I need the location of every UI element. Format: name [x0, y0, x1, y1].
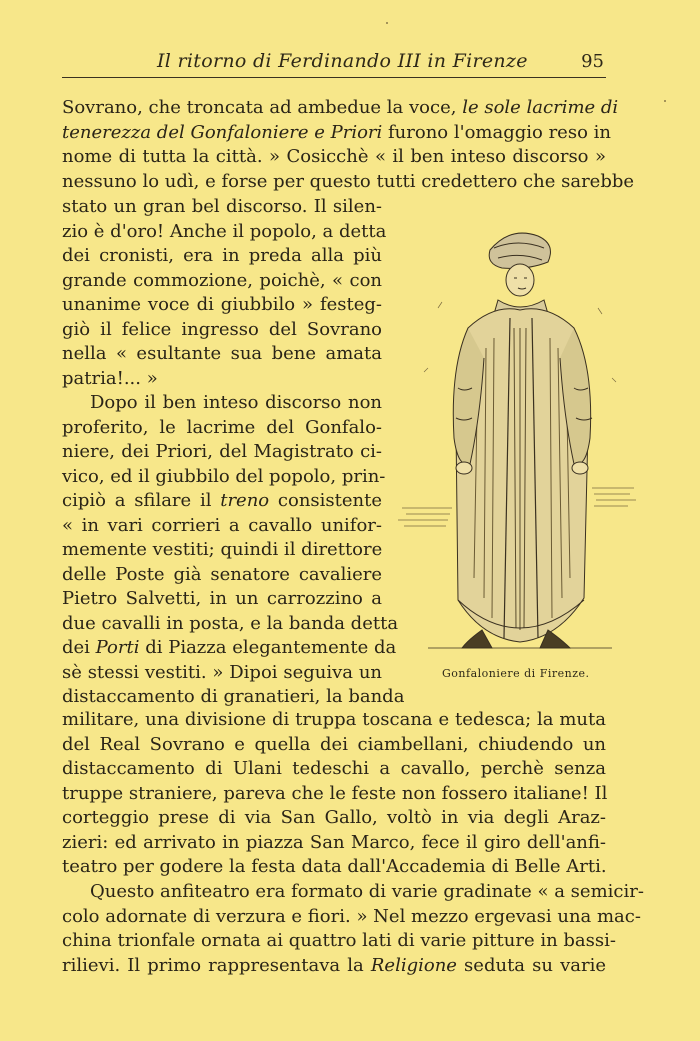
page-number: 95 — [581, 51, 604, 72]
gonfaloniere-engraving-icon — [398, 218, 638, 658]
paragraph-4 — [62, 880, 644, 978]
speck — [664, 100, 666, 102]
page-header — [62, 48, 606, 78]
text-line: distaccamento di Ulani tedeschi a cavallo, perchè senza — [62, 758, 606, 779]
speck — [386, 22, 388, 24]
text-line: « in vari corrieri a cavallo unifor- — [62, 514, 382, 536]
text-line: nessuno lo udì, e forse per questo tutti credettero che sarebbe — [62, 170, 635, 192]
text-line: Questo anfiteatro era formato di varie gradinate « a semicir- — [90, 881, 644, 902]
text-line: china trionfale ornata ai quattro lati di varie pitture in bassi- — [62, 930, 616, 951]
text-line: nella « esultante sua bene amata — [62, 343, 382, 364]
text-line: tenerezza del Gonfaloniere e Priori furono l'omaggio reso in — [62, 121, 611, 143]
text-line: vico, ed il giubbilo del popolo, prin- — [62, 465, 386, 487]
text-line: rilievi. Il primo rappresentava la Religione seduta su varie — [62, 954, 606, 976]
text-line: nome di tutta la città. » Cosicchè « il ben inteso discorso » — [62, 146, 606, 167]
text-line: truppe straniere, pareva che le feste non fossero italiane! Il — [62, 782, 608, 804]
text-line: militare, una divisione di truppa toscana e tedesca; la muta — [62, 709, 606, 730]
text-line: delle Poste già senatore cavaliere — [62, 563, 382, 585]
text-line: dei Porti di Piazza elegantemente da — [62, 637, 397, 658]
text-line: memente vestiti; quindi il direttore — [62, 539, 383, 560]
text-line: colo adornate di verzura e fiori. » Nel mezzo ergevasi una mac- — [62, 905, 641, 927]
text-line: proferito, le lacrime del Gonfalo- — [62, 416, 382, 438]
text-line: stato un gran bel discorso. Il silen- — [62, 196, 382, 217]
text-line: Sovrano, che troncata ad ambedue la voce, le sole lacrime di — [62, 97, 619, 118]
text-line: zio è d'oro! Anche il popolo, a detta — [62, 220, 387, 242]
text-line: sè stessi vestiti. » Dipoi seguiva un — [62, 661, 382, 683]
text-line: corteggio prese di via San Gallo, voltò in via degli Araz- — [62, 807, 606, 828]
text-line: giò il felice ingresso del Sovrano — [62, 318, 382, 340]
text-line: due cavalli in posta, e la banda detta — [62, 612, 399, 634]
text-line: Dopo il ben inteso discorso non — [90, 392, 382, 413]
text-line: zieri: ed arrivato in piazza San Marco, fece il giro dell'anfi- — [62, 831, 606, 853]
header-rule — [62, 77, 606, 78]
column-text — [62, 195, 405, 710]
text-line: teatro per godere la festa data dall'Accademia di Belle Arti. — [62, 856, 607, 877]
figure-caption: Gonfaloniere di Firenze. — [442, 667, 590, 680]
text-line: cipiò a sfilare il treno consistente — [62, 490, 383, 511]
text-line: del Real Sovrano e quella dei ciambellani, chiudendo un — [62, 733, 606, 755]
paragraph-1 — [62, 96, 635, 194]
text-line: Pietro Salvetti, in un carrozzino a — [62, 588, 382, 609]
text-line: niere, dei Priori, del Magistrato ci- — [62, 441, 382, 462]
text-line: grande commozione, poichè, « con — [62, 269, 382, 291]
text-line: patria!... » — [62, 367, 158, 389]
paragraph-3 — [62, 708, 606, 880]
running-title: Il ritorno di Ferdinando III in Firenze — [157, 50, 528, 72]
text-line: dei cronisti, era in preda alla più — [62, 245, 382, 266]
text-line: distaccamento di granatieri, la banda — [62, 686, 405, 707]
text-line: unanime voce di giubbilo » festeg- — [62, 294, 382, 315]
